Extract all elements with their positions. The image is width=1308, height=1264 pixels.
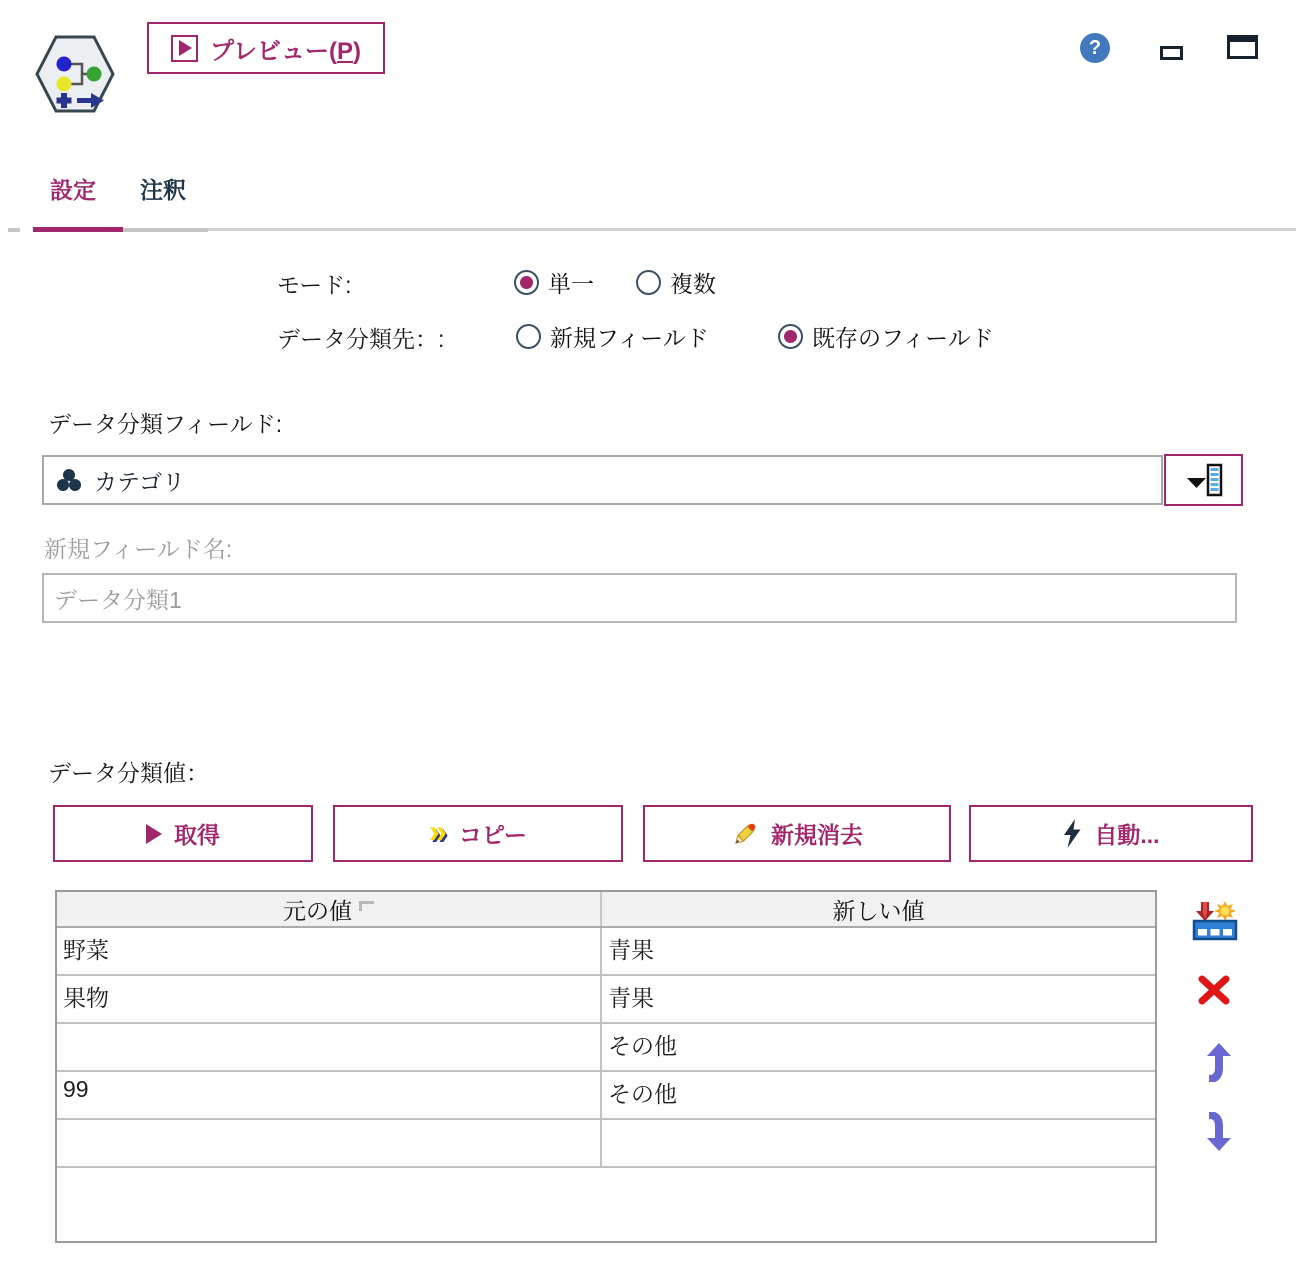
reclassify-values-table: [55, 890, 1157, 1243]
cell-new[interactable]: 青果: [608, 985, 654, 1011]
table-row: [57, 1120, 1155, 1168]
cell-original[interactable]: 99: [57, 1072, 602, 1118]
cell-new[interactable]: 青果: [608, 937, 654, 963]
cell-original[interactable]: [57, 1120, 602, 1166]
delete-icon[interactable]: [1196, 971, 1232, 1007]
mode-radio-single-label: 単一: [548, 271, 594, 297]
get-button-label: 取得: [174, 822, 220, 848]
auto-button[interactable]: [969, 805, 1253, 862]
table-row: [57, 928, 1155, 976]
nominal-measure-icon: [56, 468, 82, 493]
into-radio-existing-field-label: 既存のフィールド: [812, 325, 994, 351]
idle-tab-underline: [123, 228, 208, 232]
mode-radio-multiple[interactable]: [636, 266, 716, 299]
cell-original[interactable]: 果物: [57, 976, 602, 1022]
table-empty-area: [57, 1168, 1155, 1241]
reclassify-values-label: データ分類値：: [48, 760, 209, 786]
reclassify-field-combo[interactable]: [42, 455, 1163, 505]
sort-indicator-icon: [359, 901, 374, 911]
clear-new-button[interactable]: [643, 805, 951, 862]
move-up-icon[interactable]: [1202, 1042, 1234, 1082]
copy-button-label: コピー: [458, 822, 527, 848]
tab-underline-stub: [8, 228, 20, 232]
play-icon: [146, 824, 162, 844]
reclassify-into-label: データ分類先：:: [277, 326, 445, 352]
into-radio-new-field[interactable]: [516, 320, 709, 353]
tab-divider-line: [208, 228, 1296, 231]
minimize-icon[interactable]: [1160, 46, 1183, 60]
maximize-icon[interactable]: [1227, 35, 1258, 59]
radio-selected-icon: [514, 270, 539, 295]
copy-button[interactable]: [333, 805, 623, 862]
reclassify-field-label: データ分類フィールド:: [48, 411, 283, 437]
preview-button[interactable]: [147, 22, 385, 74]
table-header-row: [57, 892, 1155, 928]
field-picker-icon: [1185, 463, 1223, 497]
column-header-original-value[interactable]: 元の値: [57, 892, 602, 926]
cell-new[interactable]: その他: [608, 1033, 677, 1059]
tab-settings[interactable]: 設定: [50, 177, 96, 203]
cell-original[interactable]: 野菜: [57, 928, 602, 974]
help-icon[interactable]: ?: [1080, 33, 1110, 63]
mode-radio-multiple-label: 複数: [670, 271, 716, 297]
cell-new[interactable]: その他: [608, 1081, 677, 1107]
column-header-new-value[interactable]: 新しい値: [832, 897, 925, 924]
active-tab-underline: [33, 227, 123, 232]
into-radio-new-field-label: 新規フィールド: [550, 325, 709, 351]
reclassify-node-icon: [33, 31, 117, 117]
move-down-icon[interactable]: [1202, 1112, 1234, 1152]
table-row: [57, 1072, 1155, 1120]
get-button[interactable]: [53, 805, 313, 862]
new-field-name-input: データ分類1: [42, 573, 1237, 623]
preview-button-label: プレビュー(P): [209, 37, 362, 65]
tab-annotations[interactable]: 注釈: [140, 177, 186, 203]
reclassify-field-value: カテゴリ: [94, 468, 186, 495]
eraser-pencil-icon: [731, 820, 759, 848]
table-row: [57, 976, 1155, 1024]
add-row-icon[interactable]: [1192, 901, 1238, 941]
mode-radio-single[interactable]: [514, 266, 594, 299]
into-radio-existing-field[interactable]: [778, 320, 994, 353]
radio-unselected-icon: [516, 324, 541, 349]
auto-button-label: 自動...: [1094, 822, 1160, 848]
play-icon: [171, 35, 198, 62]
field-picker-button[interactable]: [1164, 454, 1243, 506]
cell-new[interactable]: [602, 1120, 1155, 1166]
double-chevron-icon: »: [429, 812, 447, 849]
radio-selected-icon: [778, 324, 803, 349]
cell-original[interactable]: [57, 1024, 602, 1070]
new-field-name-label: 新規フィールド名:: [44, 536, 233, 562]
clear-new-button-label: 新規消去: [771, 822, 863, 848]
mode-label: モード:: [277, 272, 352, 298]
table-row: [57, 1024, 1155, 1072]
lightning-icon: [1062, 819, 1082, 849]
radio-unselected-icon: [636, 270, 661, 295]
